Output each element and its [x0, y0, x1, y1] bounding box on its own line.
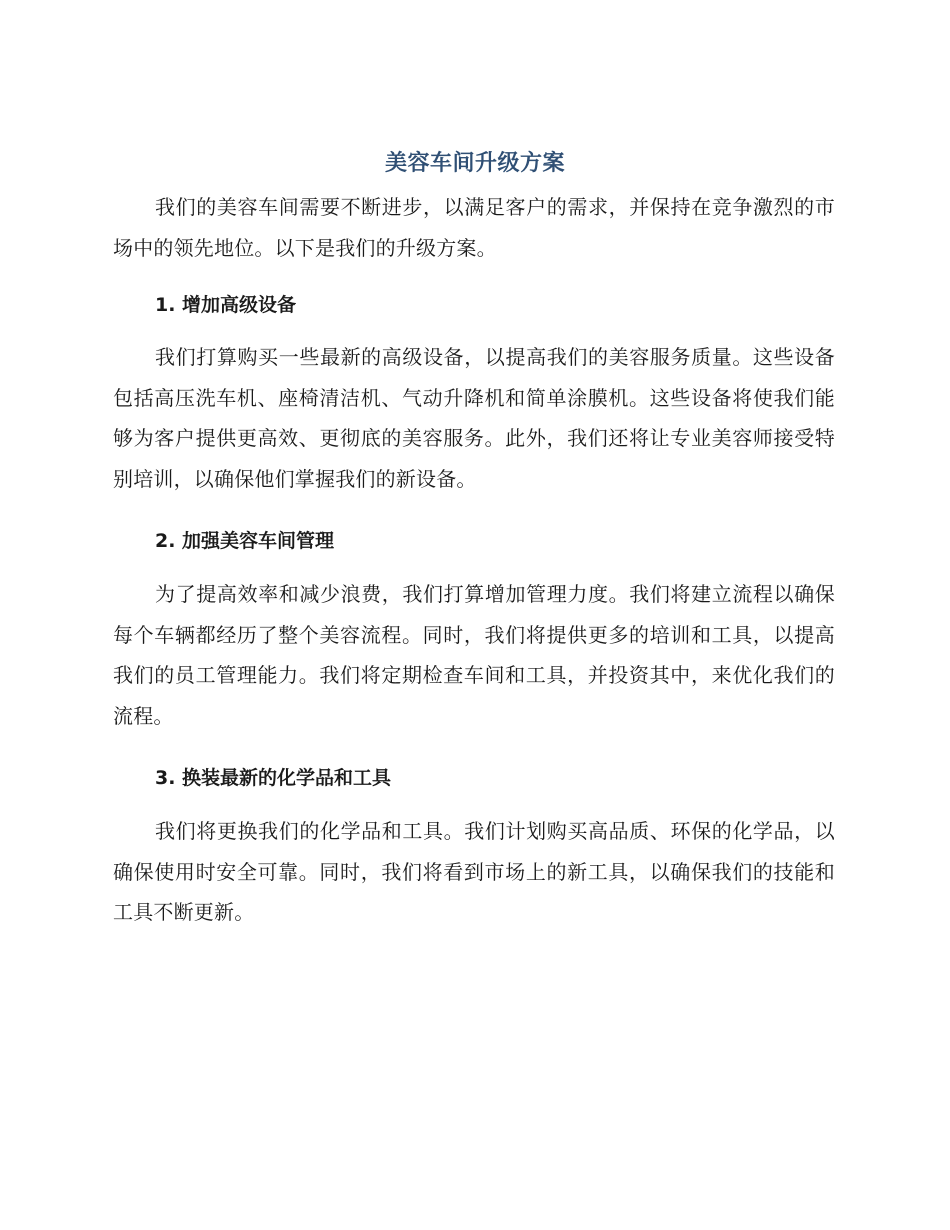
section-3-body: 我们将更换我们的化学品和工具。我们计划购买高品质、环保的化学品，以确保使用时安全可靠。同时，我们将看到市场上的新工具，以确保我们的技能和工具不断更新。: [113, 819, 835, 924]
section-2-body: 为了提高效率和减少浪费，我们打算增加管理力度。我们将建立流程以确保每个车辆都经历了整个美容流程。同时，我们将提供更多的培训和工具，以提高我们的员工管理能力。我们将定期检查车间和工具，并投资其中，来优化我们的流程。: [113, 582, 835, 728]
document-title: 美容车间升级方案: [384, 151, 565, 176]
section-1-body: 我们打算购买一些最新的高级设备，以提高我们的美容服务质量。这些设备包括高压洗车机、座椅清洁机、气动升降机和简单涂膜机。这些设备将使我们能够为客户提供更高效、更彻底的美容服务。此外，我们还将让专业美容师接受特别培训，以确保他们掌握我们的新设备。: [113, 345, 835, 491]
section-2-heading: 2. 加强美容车间管理: [155, 530, 335, 552]
intro-paragraph: 我们的美容车间需要不断进步，以满足客户的需求，并保持在竞争激烈的市场中的领先地位。以下是我们的升级方案。: [113, 195, 835, 260]
section-1-heading: 1. 增加高级设备: [155, 294, 297, 316]
section-3-heading: 3. 换装最新的化学品和工具: [155, 767, 392, 789]
